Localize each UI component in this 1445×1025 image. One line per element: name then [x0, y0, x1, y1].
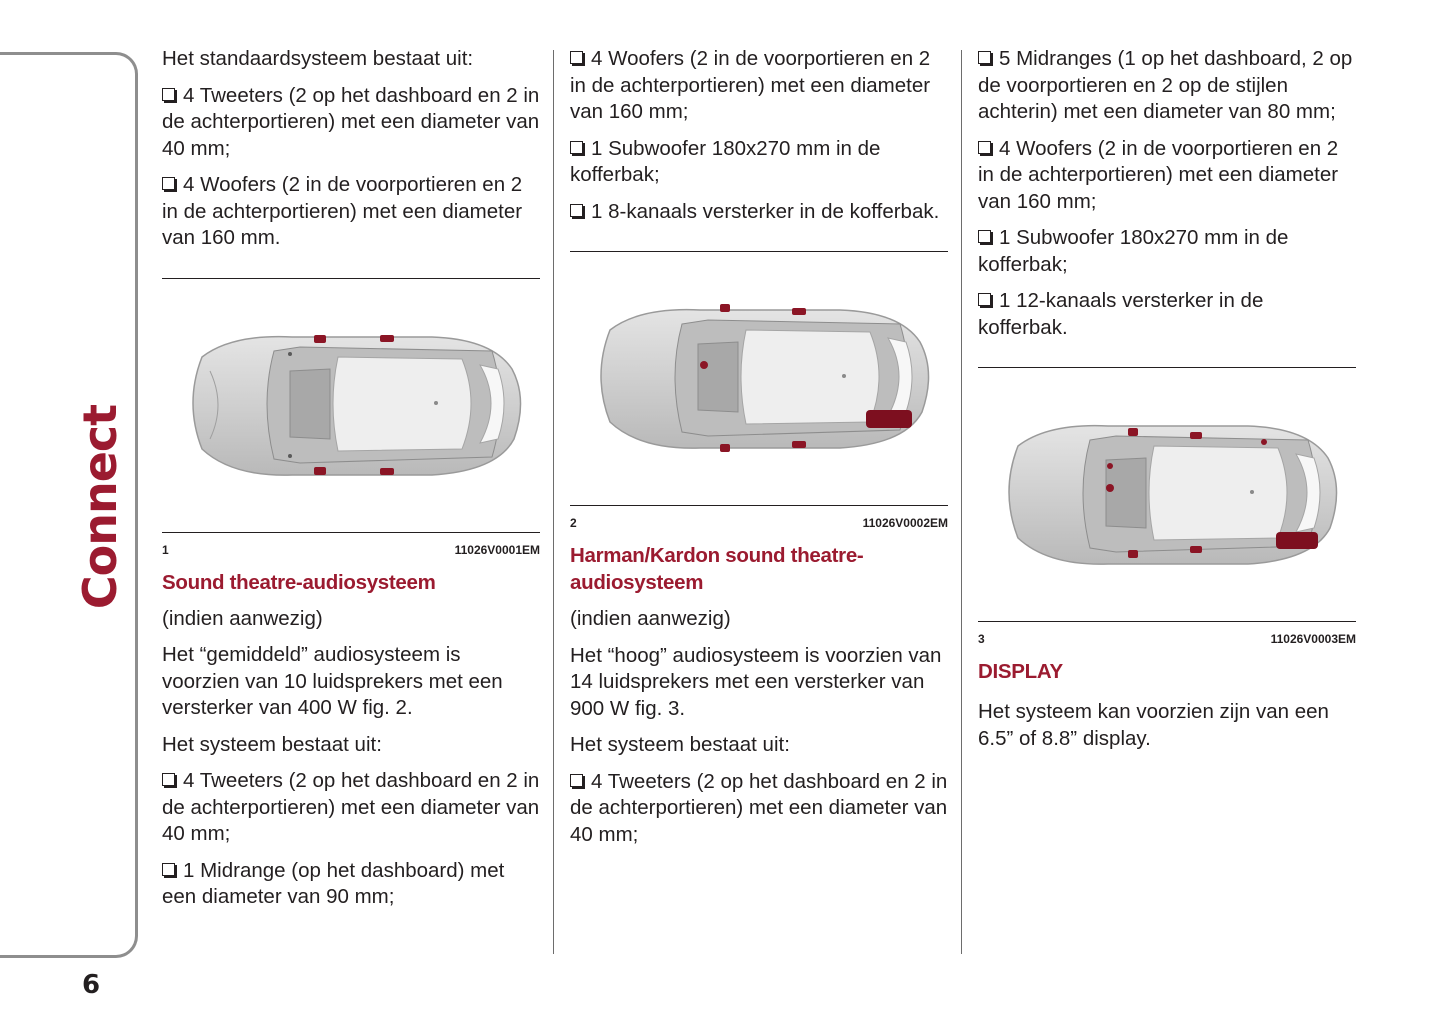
car-top-view-icon: [162, 279, 540, 532]
figure-code: 11026V0001EM: [454, 542, 540, 557]
consists-text: Het systeem bestaat uit:: [162, 732, 382, 756]
column-2: [570, 46, 948, 858]
list-item-text: 1 8-kanaals versterker in de kofferbak.: [591, 199, 940, 223]
checkbox-bullet-icon: [570, 141, 583, 154]
list-item-text: 4 Tweeters (2 op het dashboard en 2 in de achterportieren) met een diameter van 40 mm;: [570, 769, 948, 846]
description-text: Het “hoog” audiosysteem is voorzien van 14 luidsprekers met een versterker van 900 W fig. 3.: [570, 643, 942, 720]
list-item: [162, 172, 540, 252]
availability-note: (indien aanwezig): [570, 607, 731, 630]
figure-1-car-speakers: [162, 279, 540, 533]
section-heading: Sound theatre-audiosysteem: [162, 570, 436, 594]
list-item: [978, 288, 1356, 341]
figure-code: 11026V0002EM: [862, 516, 948, 530]
checkbox-bullet-icon: [162, 88, 175, 101]
column-separator: [553, 50, 554, 954]
page-number: 6: [82, 970, 101, 1000]
figure-caption: [978, 632, 1356, 646]
list-item-text: 5 Midranges (1 op het dashboard, 2 op de voorportieren en 2 op de stijlen achterin) met een diameter van 80 mm;: [978, 47, 1353, 123]
checkbox-bullet-icon: [978, 293, 991, 306]
figure-caption: [162, 543, 540, 557]
list-item-text: 1 Subwoofer 180x270 mm in de kofferbak;: [978, 226, 1289, 276]
list-item-text: 1 Subwoofer 180x270 mm in de kofferbak;: [570, 136, 881, 186]
checkbox-bullet-icon: [978, 141, 991, 154]
description-text: Het “gemiddeld” audiosysteem is voorzien van 10 luidsprekers met een versterker van 400 W fig. 2.: [162, 643, 503, 719]
figure-caption: [570, 516, 948, 530]
figure-code: 11026V0003EM: [1270, 632, 1356, 646]
list-item: [162, 83, 540, 163]
checkbox-bullet-icon: [978, 51, 991, 64]
figure-3-car-speakers: [978, 368, 1356, 622]
intro-text: Het standaardsysteem bestaat uit:: [162, 47, 474, 70]
list-item-text: 4 Woofers (2 in de voorportieren en 2 in de achterportieren) met een diameter van 160 mm;: [570, 47, 931, 123]
list-item: [978, 46, 1356, 126]
list-item-text: 4 Woofers (2 in de voorportieren en 2 in de achterportieren) met een diameter van 160 mm;: [978, 136, 1339, 213]
figure-number: 3: [978, 632, 985, 646]
list-item: [162, 858, 540, 911]
list-item: [570, 46, 948, 126]
section-heading: DISPLAY: [978, 660, 1063, 683]
checkbox-bullet-icon: [570, 774, 583, 787]
checkbox-bullet-icon: [978, 230, 991, 243]
column-1: [162, 46, 540, 921]
figure-2-car-speakers: [570, 252, 948, 506]
checkbox-bullet-icon: [162, 863, 175, 876]
availability-note: (indien aanwezig): [162, 606, 323, 630]
checkbox-bullet-icon: [162, 177, 175, 190]
list-item: [570, 769, 948, 849]
list-item-text: 1 Midrange (op het dashboard) met een diameter van 90 mm;: [162, 858, 505, 908]
figure-number: 2: [570, 516, 577, 530]
list-item: [978, 136, 1356, 216]
list-item-text: 4 Tweeters (2 op het dashboard en 2 in de achterportieren) met een diameter van 40 mm;: [162, 769, 540, 845]
list-item-text: 1 12-kanaals versterker in de kofferbak.: [978, 289, 1264, 339]
car-top-view-icon: [978, 368, 1356, 621]
car-top-view-icon: [570, 252, 948, 505]
list-item-text: 4 Tweeters (2 op het dashboard en 2 in de achterportieren) met een diameter van 40 mm;: [162, 83, 540, 160]
column-3: [978, 46, 1356, 762]
figure-number: 1: [162, 542, 169, 557]
list-item-text: 4 Woofers (2 in de voorportieren en 2 in de achterportieren) met een diameter van 160 mm.: [162, 173, 523, 249]
column-separator: [961, 50, 962, 954]
list-item: [162, 768, 540, 848]
checkbox-bullet-icon: [570, 204, 583, 217]
list-item: [570, 136, 948, 189]
consists-text: Het systeem bestaat uit:: [570, 733, 790, 756]
section-tab: Connect: [73, 404, 127, 610]
checkbox-bullet-icon: [570, 51, 583, 64]
checkbox-bullet-icon: [162, 773, 175, 786]
section-heading: Harman/Kardon sound theatre-audiosysteem: [570, 544, 864, 594]
description-text: Het systeem kan voorzien zijn van een 6.5” of 8.8” display.: [978, 700, 1329, 750]
list-item: [570, 199, 948, 226]
list-item: [978, 225, 1356, 278]
